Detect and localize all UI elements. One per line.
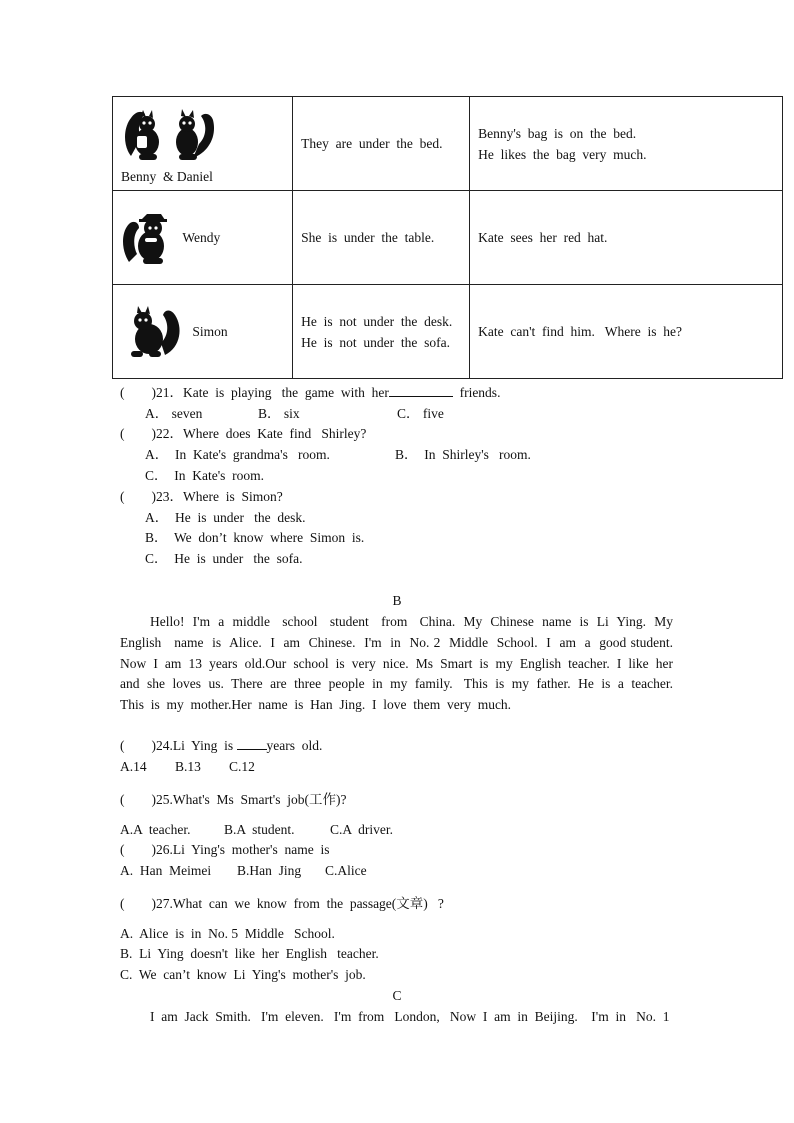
section-c-heading: C bbox=[392, 988, 402, 1003]
character-name-wendy: Wendy bbox=[182, 230, 221, 245]
question-stem: 23．Where is Simon? bbox=[156, 489, 283, 504]
question-stem-end: years old. bbox=[266, 738, 323, 753]
question-27 bbox=[120, 894, 444, 914]
option-b[interactable]: B.A student. bbox=[224, 822, 295, 837]
option-b[interactable]: B. Li Ying doesn't like her English teacher. bbox=[120, 946, 379, 961]
option-b[interactable]: B.Han Jing bbox=[237, 863, 302, 878]
picture-cell-wendy bbox=[113, 191, 293, 285]
option-a[interactable]: A.14 bbox=[120, 759, 147, 774]
option-b[interactable]: B． We don’t know where Simon is. bbox=[145, 530, 365, 545]
question-23 bbox=[120, 487, 283, 507]
question-21 bbox=[120, 383, 500, 403]
answer-paren[interactable]: ( ) bbox=[120, 842, 156, 857]
location-line: He is not under the desk. bbox=[301, 313, 453, 329]
option-c[interactable]: C． He is under the sofa. bbox=[145, 551, 303, 566]
option-c[interactable]: C. We can’t know Li Ying's mother's job. bbox=[120, 967, 366, 982]
squirrel-icon bbox=[121, 303, 183, 361]
question-stem-end: friends. bbox=[452, 385, 501, 400]
section-b-passage bbox=[120, 612, 680, 716]
section-b-heading: B bbox=[392, 593, 402, 608]
squirrel-hat-icon bbox=[121, 208, 173, 268]
table-row bbox=[113, 191, 783, 285]
option-b[interactable]: B． In Shirley's room. bbox=[395, 447, 531, 462]
location-cell bbox=[293, 285, 470, 379]
answer-paren[interactable]: ( ) bbox=[120, 896, 156, 911]
question-stem: 25.What's Ms Smart's job(工作)? bbox=[156, 792, 347, 807]
option-c[interactable]: C． In Kate's room. bbox=[145, 468, 265, 483]
note-cell bbox=[470, 191, 783, 285]
location-line: He is not under the sofa. bbox=[301, 334, 451, 350]
option-a[interactable]: A. Han Meimei bbox=[120, 863, 212, 878]
note-line: Kate can't find him. Where is he? bbox=[478, 324, 682, 339]
question-stem: 26.Li Ying's mother's name is bbox=[156, 842, 330, 857]
character-name-simon: Simon bbox=[192, 324, 228, 339]
option-a[interactable]: A． In Kate's grandma's room. bbox=[145, 447, 330, 462]
note-line: Benny's bag is on the bed. bbox=[478, 125, 637, 141]
question-stem: 21．Kate is playing the game with her bbox=[156, 385, 389, 400]
table-row bbox=[113, 97, 783, 191]
option-a[interactable]: A. Alice is in No. 5 Middle School. bbox=[120, 926, 335, 941]
answer-paren[interactable]: ( ) bbox=[120, 489, 156, 504]
note-cell bbox=[470, 285, 783, 379]
question-26 bbox=[120, 840, 329, 860]
answer-paren[interactable]: ( ) bbox=[120, 792, 156, 807]
answer-blank[interactable] bbox=[237, 737, 267, 750]
question-stem: 24.Li Ying is bbox=[156, 738, 237, 753]
picture-cell-benny-daniel bbox=[113, 97, 293, 191]
option-a[interactable]: A.A teacher. bbox=[120, 822, 191, 837]
passage-text: Hello! I'm a middle school student from China. My Chinese name is Li Ying. My English name is Alice. I am Chinese. I'm in No. 2 Middle School. I am a good student. Now I am 13 years old.Our school is very nice. Ms Smart is my English teacher. I like her and she loves us. There are three people in my family. This is my father. He is a teacher. This is my mother.Her name is Han Jing. I love them very much. bbox=[120, 614, 680, 713]
question-25 bbox=[120, 790, 346, 810]
note-cell bbox=[470, 97, 783, 191]
question-stem: 27.What can we know from the passage(文章) ? bbox=[156, 896, 444, 911]
section-c-passage: I am Jack Smith. I'm eleven. I'm from London, Now I am in Beijing. I'm in No. 1 bbox=[150, 1009, 670, 1024]
question-22 bbox=[120, 424, 366, 444]
answer-paren[interactable]: ( ) bbox=[120, 385, 156, 400]
note-line: He likes the bag very much. bbox=[478, 146, 647, 162]
answer-paren[interactable]: ( ) bbox=[120, 738, 156, 753]
location-text: She is under the table. bbox=[301, 230, 435, 245]
location-cell bbox=[293, 97, 470, 191]
option-b[interactable]: B.13 bbox=[175, 759, 201, 774]
option-b[interactable]: B． six bbox=[258, 406, 300, 421]
location-cell bbox=[293, 191, 470, 285]
picture-cell-simon bbox=[113, 285, 293, 379]
note-line: Kate sees her red hat. bbox=[478, 230, 608, 245]
option-c[interactable]: C.A driver. bbox=[330, 822, 393, 837]
option-a[interactable]: A． He is under the desk. bbox=[145, 510, 306, 525]
answer-blank[interactable] bbox=[389, 384, 453, 397]
option-c[interactable]: C． five bbox=[397, 406, 444, 421]
question-24 bbox=[120, 736, 322, 756]
option-a[interactable]: A． seven bbox=[145, 406, 203, 421]
squirrel-pair-icon bbox=[121, 106, 231, 164]
option-c[interactable]: C.12 bbox=[229, 759, 255, 774]
squirrel-table bbox=[112, 96, 783, 379]
character-name-benny-daniel: Benny & Daniel bbox=[121, 169, 213, 184]
answer-paren[interactable]: ( ) bbox=[120, 426, 156, 441]
table-row bbox=[113, 285, 783, 379]
location-text: They are under the bed. bbox=[301, 136, 443, 151]
option-c[interactable]: C.Alice bbox=[325, 863, 367, 878]
question-stem: 22．Where does Kate find Shirley? bbox=[156, 426, 367, 441]
